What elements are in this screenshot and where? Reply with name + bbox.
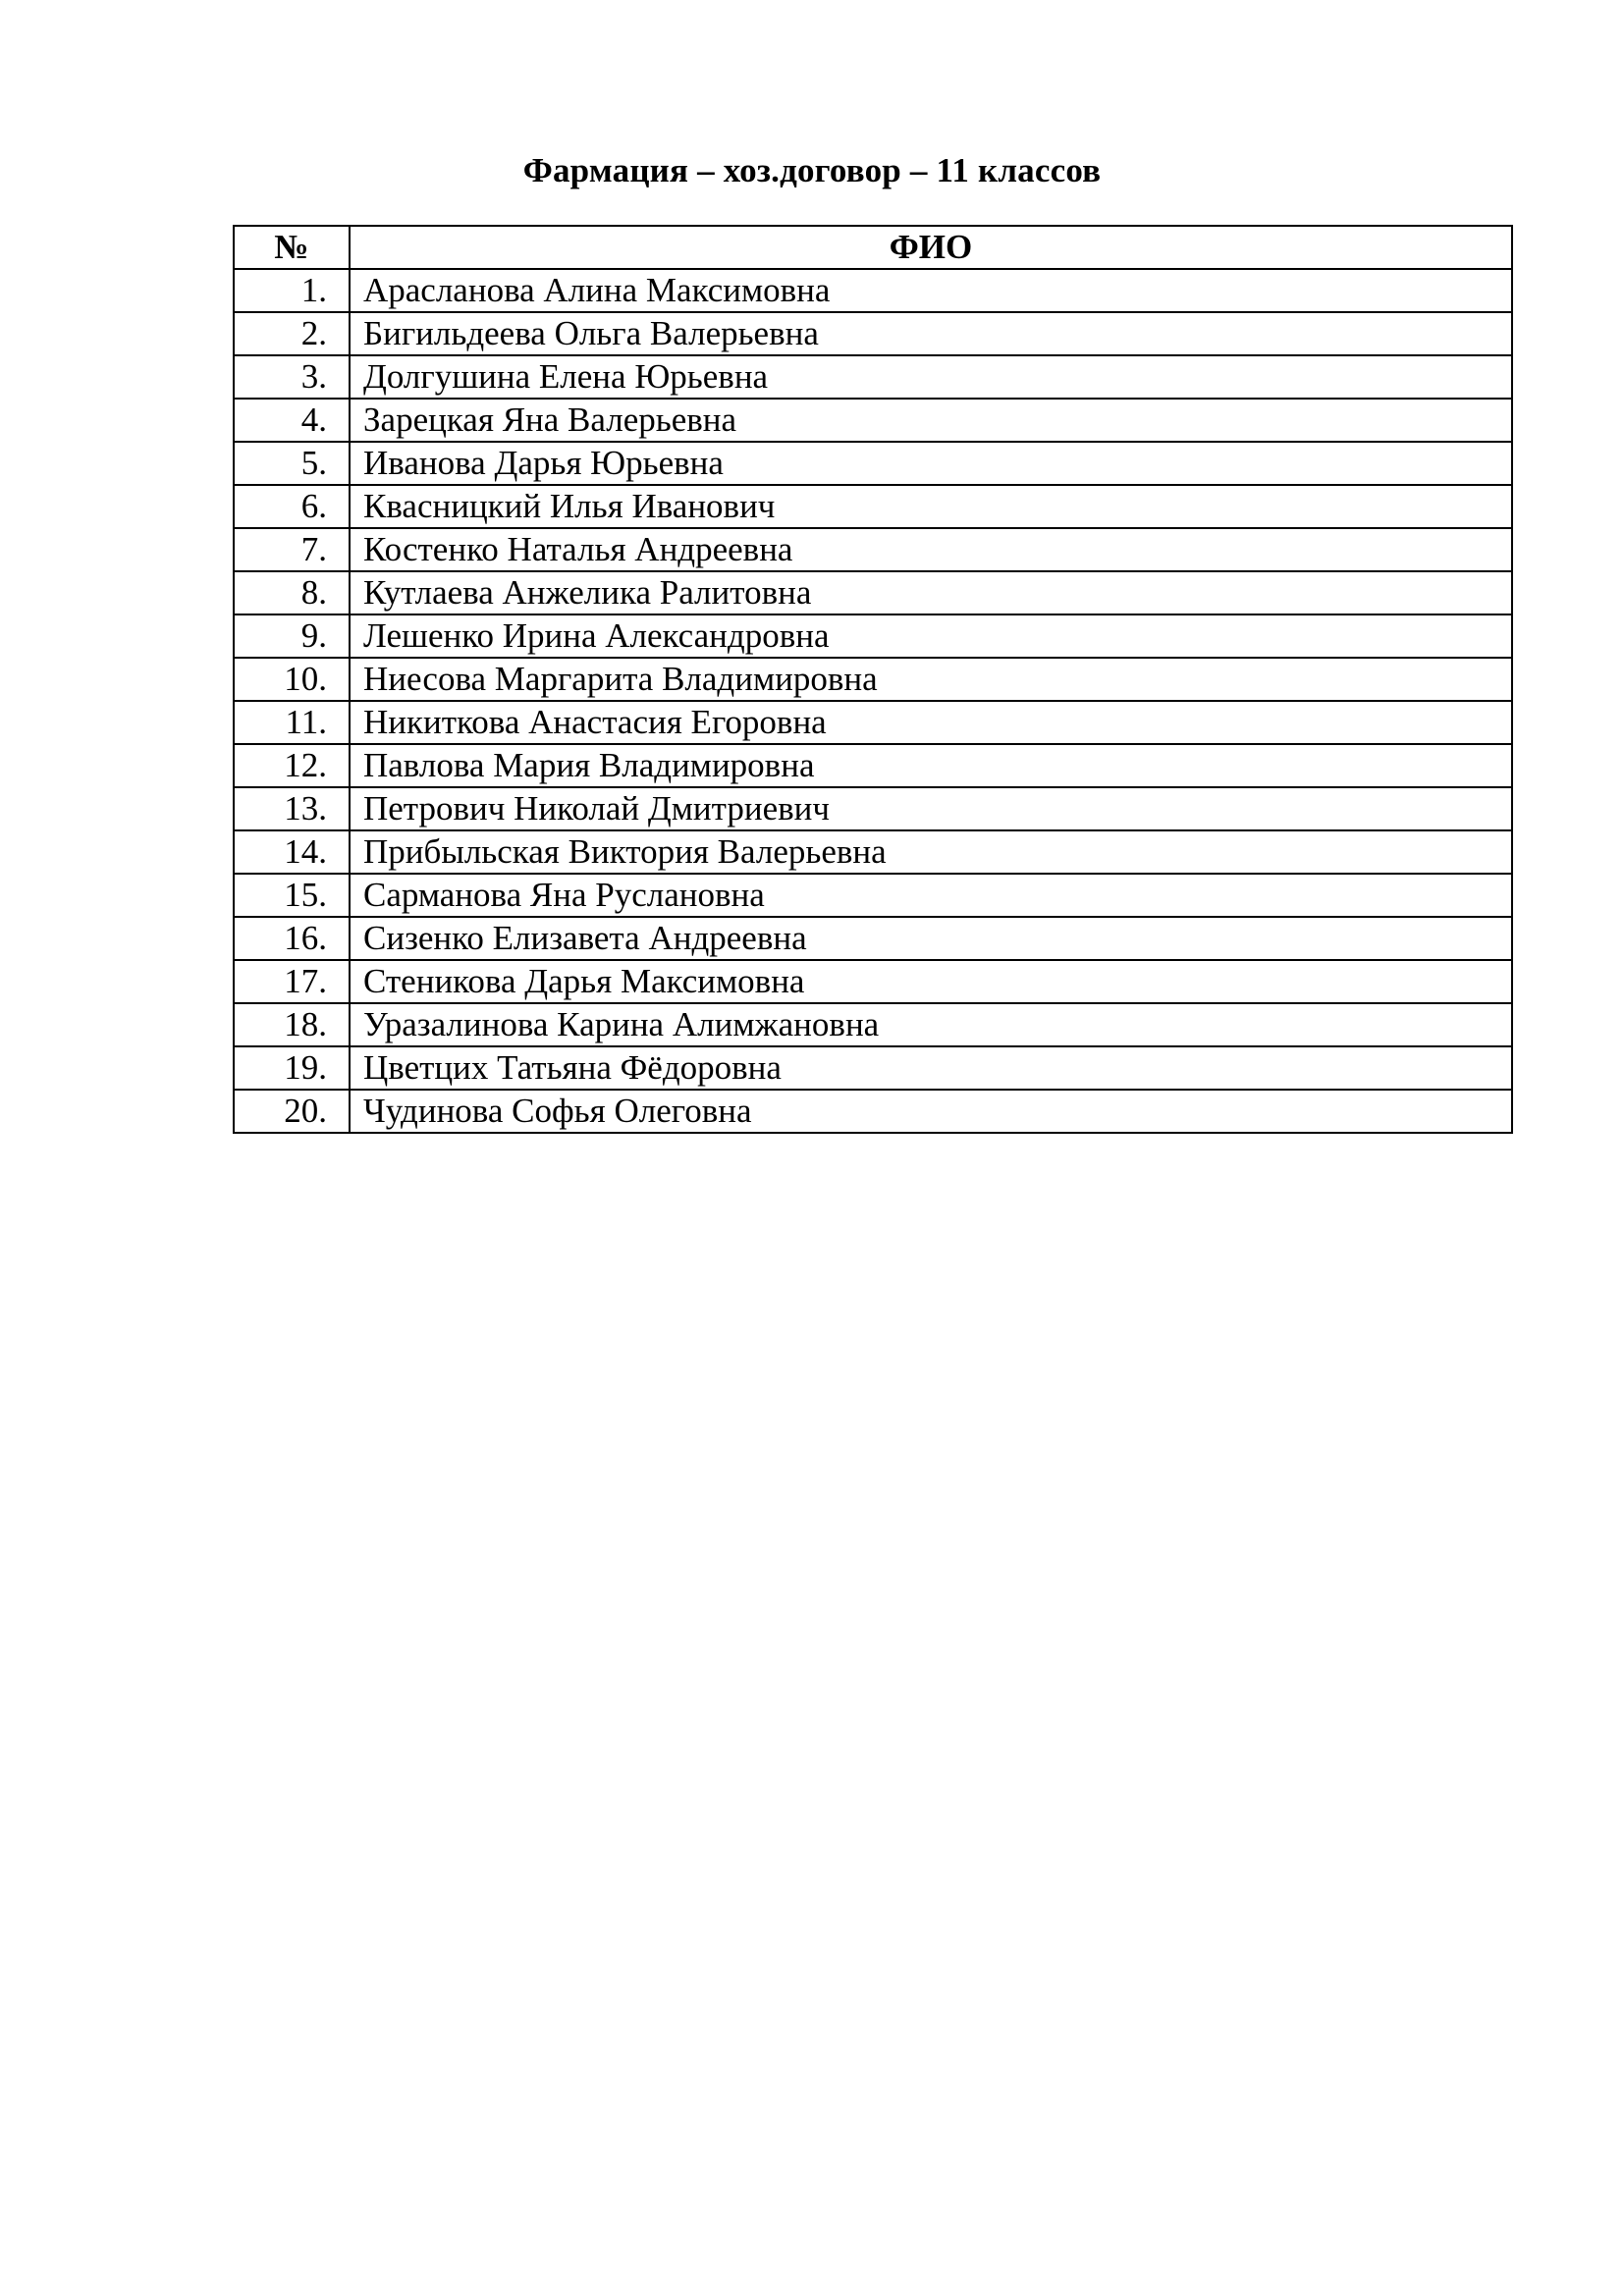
row-number: 9. xyxy=(234,614,350,658)
table-body xyxy=(234,269,1512,1133)
row-number: 20. xyxy=(234,1090,350,1133)
row-number: 16. xyxy=(234,917,350,960)
table-row xyxy=(234,571,1512,614)
row-number: 17. xyxy=(234,960,350,1003)
row-number: 1. xyxy=(234,269,350,312)
table-row xyxy=(234,485,1512,528)
column-header-number: № xyxy=(234,226,350,269)
table-row xyxy=(234,658,1512,701)
row-number: 4. xyxy=(234,399,350,442)
student-full-name: Стеникова Дарья Максимовна xyxy=(350,960,1512,1003)
row-number: 18. xyxy=(234,1003,350,1046)
table-row xyxy=(234,701,1512,744)
row-number: 10. xyxy=(234,658,350,701)
table-row xyxy=(234,874,1512,917)
table-row xyxy=(234,399,1512,442)
table-row xyxy=(234,442,1512,485)
student-full-name: Зарецкая Яна Валерьевна xyxy=(350,399,1512,442)
student-full-name: Никиткова Анастасия Егоровна xyxy=(350,701,1512,744)
table-row xyxy=(234,744,1512,787)
row-number: 3. xyxy=(234,355,350,399)
student-full-name: Петрович Николай Дмитриевич xyxy=(350,787,1512,830)
table-row xyxy=(234,355,1512,399)
student-full-name: Долгушина Елена Юрьевна xyxy=(350,355,1512,399)
page-title: Фармация – хоз.договор – 11 классов xyxy=(522,151,1102,189)
student-full-name: Лешенко Ирина Александровна xyxy=(350,614,1512,658)
table-row xyxy=(234,528,1512,571)
row-number: 19. xyxy=(234,1046,350,1090)
row-number: 12. xyxy=(234,744,350,787)
column-header-full-name: ФИО xyxy=(350,226,1512,269)
student-full-name: Арасланова Алина Максимовна xyxy=(350,269,1512,312)
student-full-name: Цветцих Татьяна Фёдоровна xyxy=(350,1046,1512,1090)
table-row xyxy=(234,830,1512,874)
row-number: 15. xyxy=(234,874,350,917)
student-full-name: Ниесова Маргарита Владимировна xyxy=(350,658,1512,701)
row-number: 13. xyxy=(234,787,350,830)
student-full-name: Сарманова Яна Руслановна xyxy=(350,874,1512,917)
student-full-name: Прибыльская Виктория Валерьевна xyxy=(350,830,1512,874)
table-row xyxy=(234,1003,1512,1046)
table-header xyxy=(234,226,1512,269)
table-row xyxy=(234,1046,1512,1090)
row-number: 7. xyxy=(234,528,350,571)
row-number: 6. xyxy=(234,485,350,528)
student-roster-table xyxy=(233,225,1513,1134)
student-full-name: Бигильдеева Ольга Валерьевна xyxy=(350,312,1512,355)
student-full-name: Павлова Мария Владимировна xyxy=(350,744,1512,787)
student-full-name: Квасницкий Илья Иванович xyxy=(350,485,1512,528)
table-row xyxy=(234,269,1512,312)
student-full-name: Сизенко Елизавета Андреевна xyxy=(350,917,1512,960)
table-row xyxy=(234,312,1512,355)
table-row xyxy=(234,960,1512,1003)
table-row xyxy=(234,787,1512,830)
table-row xyxy=(234,917,1512,960)
table-row xyxy=(234,614,1512,658)
row-number: 11. xyxy=(234,701,350,744)
student-full-name: Иванова Дарья Юрьевна xyxy=(350,442,1512,485)
row-number: 8. xyxy=(234,571,350,614)
student-full-name: Чудинова Софья Олеговна xyxy=(350,1090,1512,1133)
student-full-name: Костенко Наталья Андреевна xyxy=(350,528,1512,571)
row-number: 5. xyxy=(234,442,350,485)
row-number: 14. xyxy=(234,830,350,874)
student-full-name: Уразалинова Карина Алимжановна xyxy=(350,1003,1512,1046)
row-number: 2. xyxy=(234,312,350,355)
header-row xyxy=(234,226,1512,269)
student-full-name: Кутлаева Анжелика Ралитовна xyxy=(350,571,1512,614)
table-row xyxy=(234,1090,1512,1133)
